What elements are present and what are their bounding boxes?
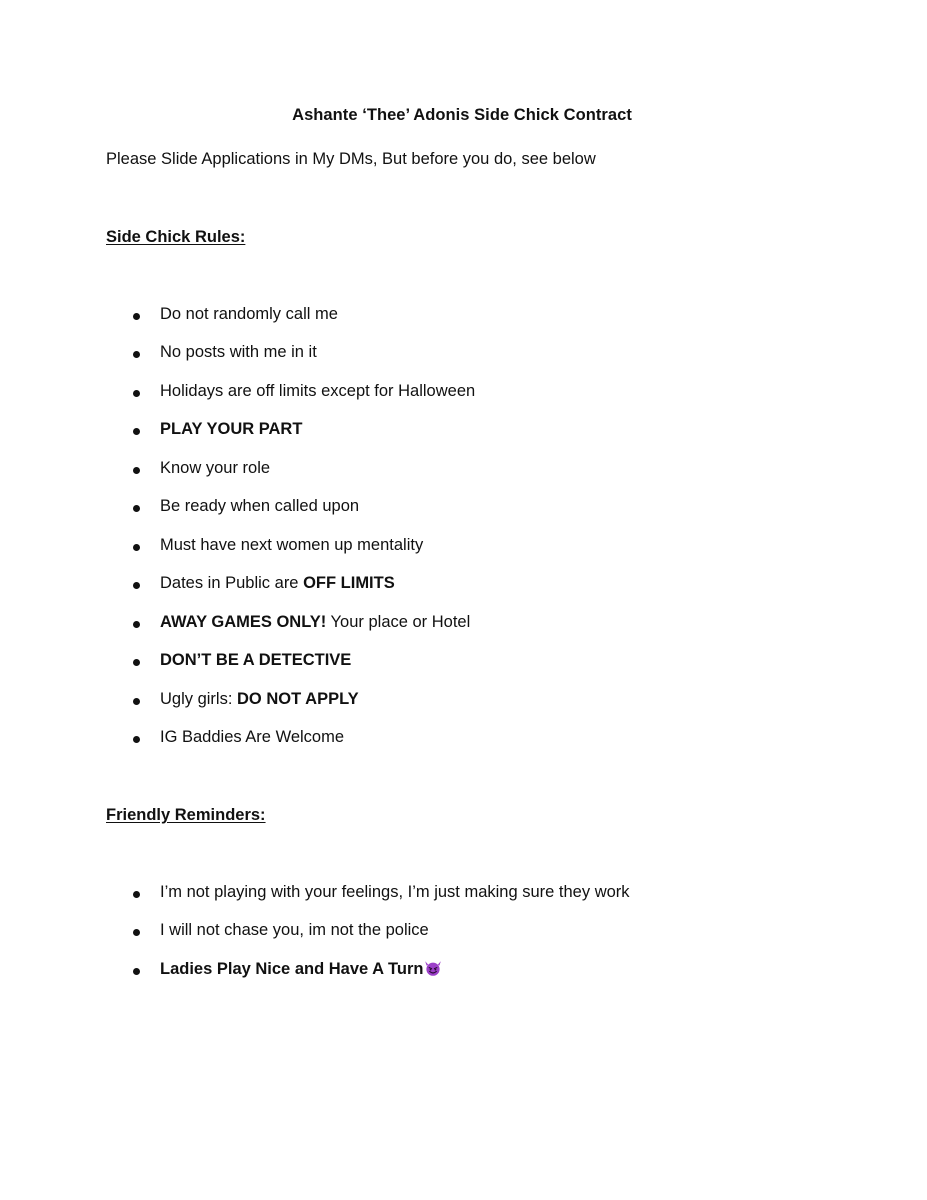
rule-text-bold: DON’T BE A DETECTIVE	[160, 651, 352, 669]
rule-text: Be ready when called upon	[160, 497, 360, 515]
rule-text: No posts with me in it	[160, 343, 317, 361]
rule-text: Must have next women up mentality	[160, 536, 424, 554]
bullet-icon	[133, 891, 140, 898]
bullet-icon	[133, 929, 140, 936]
rule-text-bold: AWAY GAMES ONLY!	[160, 613, 327, 631]
rule-text-bold: DO NOT APPLY	[237, 690, 359, 708]
rule-text: Your place or Hotel	[326, 613, 471, 631]
rule-text-bold: OFF LIMITS	[303, 574, 395, 592]
reminders-heading: Friendly Reminders:	[106, 806, 266, 824]
bullet-icon	[133, 544, 140, 551]
rule-text: Holidays are off limits except for Halloween	[160, 382, 476, 400]
rule-text: IG Baddies Are Welcome	[160, 728, 345, 746]
bullet-icon	[133, 621, 140, 628]
bullet-icon	[133, 505, 140, 512]
rule-text-bold: PLAY YOUR PART	[160, 420, 303, 438]
bullet-icon	[133, 467, 140, 474]
reminder-text-bold: Ladies Play Nice and Have A Turn	[160, 960, 424, 978]
reminder-text: I will not chase you, im not the police	[160, 921, 429, 939]
rule-text: Dates in Public are	[160, 574, 304, 592]
bullet-icon	[133, 736, 140, 743]
rule-text: Ugly girls:	[160, 690, 238, 708]
rule-text: Know your role	[160, 459, 271, 477]
bullet-icon	[133, 313, 140, 320]
bullet-icon	[133, 390, 140, 397]
bullet-icon	[133, 659, 140, 666]
rules-heading: Side Chick Rules:	[106, 228, 246, 246]
bullet-icon	[133, 698, 140, 705]
intro-text: Please Slide Applications in My DMs, But before you do, see below	[106, 150, 596, 168]
bullet-icon	[133, 428, 140, 435]
document-title: Ashante ‘Thee’ Adonis Side Chick Contract	[292, 106, 632, 124]
bullet-icon	[133, 582, 140, 589]
rule-text: Do not randomly call me	[160, 305, 338, 323]
reminder-text: I’m not playing with your feelings, I’m just making sure they work	[160, 883, 630, 901]
smiling-devil-icon	[424, 960, 442, 976]
bullet-icon	[133, 351, 140, 358]
bullet-icon	[133, 968, 140, 975]
